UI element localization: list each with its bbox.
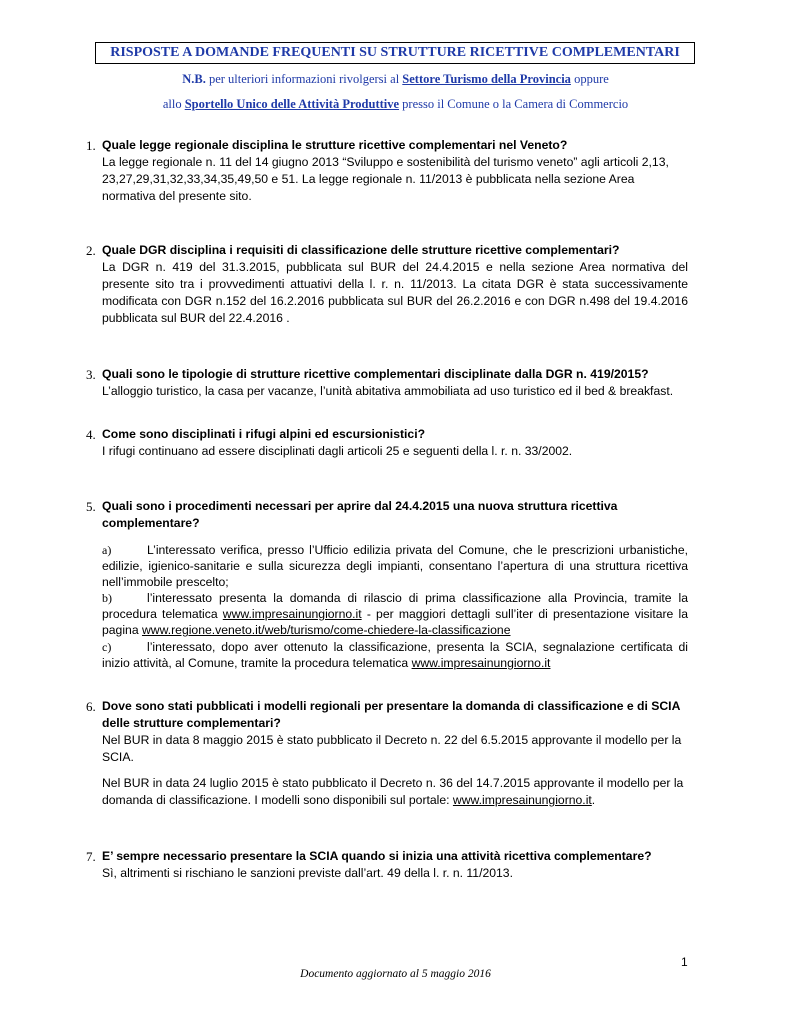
step-text: L’interessato verifica, presso l’Ufficio edilizia privata del Comune, che le prescrizioni urbanistiche, edilizie, igienico-sanitarie e sulla sicurezza degli impianti, consentano l’apertura di una struttura ricettiva nell’immobile prescelto; xyxy=(102,543,688,589)
step-text: - per maggiori dettagli sull’iter di presentazione visitare la pagina xyxy=(102,607,688,637)
faq-number: 4. xyxy=(86,427,96,442)
faq-number: 6. xyxy=(86,699,96,714)
step-letter: c) xyxy=(102,640,112,654)
faq-item-1 xyxy=(86,137,688,205)
faq-number: 2. xyxy=(86,243,96,258)
faq-question: Quali sono le tipologie di strutture ricettive complementari disciplinate dalla DGR n. 419/2015? xyxy=(102,367,649,381)
settore-turismo-link[interactable]: Settore Turismo della Provincia xyxy=(402,72,571,86)
footer-note: Documento aggiornato al 5 maggio 2016 xyxy=(300,968,491,980)
faq-answer: Nel BUR in data 8 maggio 2015 è stato pubblicato il Decreto n. 22 del 6.5.2015 approvante il modello per la SCIA. xyxy=(102,733,682,764)
faq-number: 3. xyxy=(86,367,96,382)
impresainungiorno-link[interactable]: www.impresainungiorno.it xyxy=(411,656,551,670)
page-title: RISPOSTE A DOMANDE FREQUENTI SU STRUTTURE RICETTIVE COMPLEMENTARI xyxy=(95,42,695,64)
faq-answer-text: . xyxy=(591,793,596,807)
faq-answer: La DGR n. 419 del 31.3.2015, pubblicata sul BUR del 24.4.2015 e nella sezione Area normativa del presente sito tra i provvedimenti attuativi della l. r. n. 11/2013. La citata DGR è stata successivamente modificata con DGR n.152 del 16.2.2016 pubblicata sul BUR del 26.2.2016 e con DGR n.498 del 19.4.2016 pubblicata sul BUR del 22.4.2016 . xyxy=(102,260,688,325)
faq-item-4 xyxy=(86,426,688,460)
impresainungiorno-link[interactable]: www.impresainungiorno.it xyxy=(222,607,362,621)
nb-text: allo xyxy=(162,97,185,111)
faq-answer: Sì, altrimenti si rischiano le sanzioni previste dall’art. 49 della l. r. n. 11/2013. xyxy=(102,866,513,880)
faq-item-6 xyxy=(86,698,688,809)
regione-veneto-link[interactable]: www.regione.veneto.it/web/turismo/come-chiedere-la-classificazione xyxy=(141,623,511,637)
nb-text: presso il Comune o la Camera di Commercio xyxy=(399,97,629,111)
nb-text: per ulteriori informazioni rivolgersi al xyxy=(205,72,403,86)
faq-number: 1. xyxy=(86,138,96,153)
procedure-step-b xyxy=(102,590,688,638)
faq-answer-2 xyxy=(102,775,688,809)
faq-question: Quale legge regionale disciplina le strutture ricettive complementari nel Veneto? xyxy=(102,138,568,152)
faq-item-2 xyxy=(86,242,688,327)
step-letter: a) xyxy=(102,543,112,557)
faq-question: Quali sono i procedimenti necessari per aprire dal 24.4.2015 una nuova struttura ricettiva complementare? xyxy=(102,499,618,530)
faq-question: Dove sono stati pubblicati i modelli regionali per presentare la domanda di classificazione e di SCIA delle strutture complementari? xyxy=(102,699,680,730)
procedure-step-c xyxy=(102,639,688,671)
impresainungiorno-link[interactable]: www.impresainungiorno.it xyxy=(452,793,592,807)
faq-answer: I rifugi continuano ad essere disciplinati dagli articoli 25 e seguenti della l. r. n. 33/2002. xyxy=(102,444,573,458)
faq-question: Quale DGR disciplina i requisiti di classificazione delle strutture ricettive complementari? xyxy=(102,243,620,257)
info-note-line-1 xyxy=(0,72,791,87)
step-letter: b) xyxy=(102,591,112,605)
faq-answer: L’alloggio turistico, la casa per vacanze, l’unità abitativa ammobiliata ad uso turistico ed il bed & breakfast. xyxy=(102,384,674,398)
faq-item-7 xyxy=(86,848,688,882)
faq-number: 7. xyxy=(86,849,96,864)
nb-text: oppure xyxy=(570,72,609,86)
step-text: l’interessato presenta la domanda di rilascio di prima classificazione alla Provincia, tramite la procedura telematica xyxy=(102,591,688,621)
info-note-line-2 xyxy=(0,97,791,112)
faq-number: 5. xyxy=(86,499,96,514)
faq-question: E’ sempre necessario presentare la SCIA quando si inizia una attività ricettiva complementare? xyxy=(102,849,652,863)
sportello-unico-link[interactable]: Sportello Unico delle Attività Produttive xyxy=(184,97,400,111)
faq-item-3 xyxy=(86,366,688,400)
faq-item-5 xyxy=(86,498,688,532)
step-text: l’interessato, dopo aver ottenuto la classificazione, presenta la SCIA, segnalazione certificata di inizio attività, al Comune, tramite la procedura telematica xyxy=(102,640,688,670)
faq-question: Come sono disciplinati i rifugi alpini ed escursionistici? xyxy=(102,427,426,441)
faq-answer-text: Nel BUR in data 24 luglio 2015 è stato pubblicato il Decreto n. 36 del 14.7.2015 approvante il modello per la domanda di classificazione. I modelli sono disponibili sul portale: xyxy=(102,776,684,807)
page-number: 1 xyxy=(681,955,688,969)
procedure-step-a xyxy=(102,542,688,590)
faq-answer: La legge regionale n. 11 del 14 giugno 2013 “Sviluppo e sostenibilità del turismo veneto” agli articoli 2,13, 23,27,29,31,32,33,34,35,49,50 e 51. La legge regionale n. 11/2013 è pubblicata nella sezione Area normativa del presente sito. xyxy=(102,155,669,203)
nb-label: N.B. xyxy=(182,72,206,86)
